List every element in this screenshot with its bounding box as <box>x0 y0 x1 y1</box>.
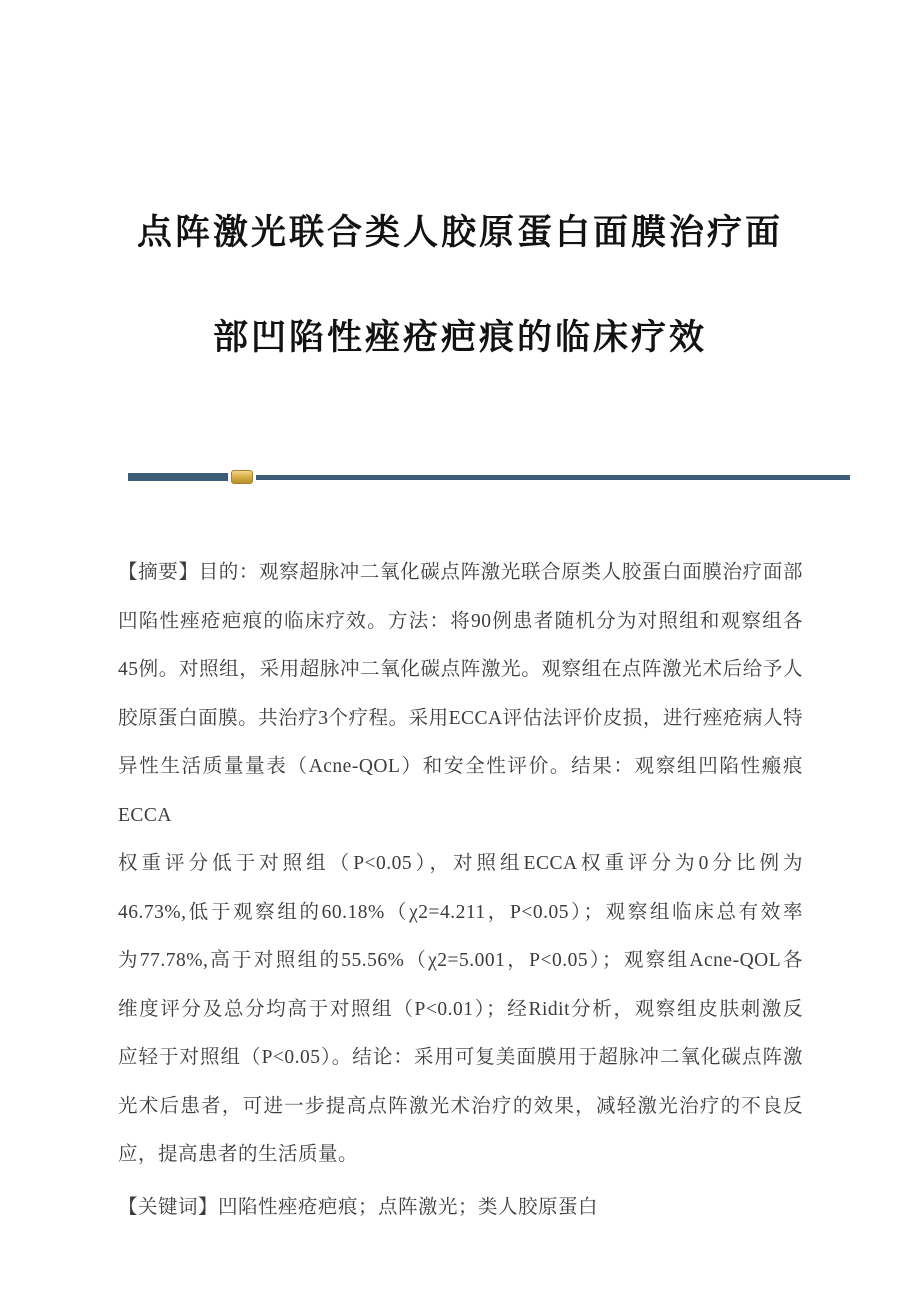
abstract-line-1: 【摘要】目的：观察超脉冲二氧化碳点阵激光联合原类人胶蛋白面膜治疗面部 <box>118 562 803 583</box>
abstract-paragraph <box>118 549 803 1180</box>
abstract-line-5: 异性生活质量量表（Acne-QOL）和安全性评价。结果：观察组凹陷性瘢痕ECCA <box>118 756 803 826</box>
abstract-line-2: 凹陷性痤疮疤痕的临床疗效。方法：将90例患者随机分为对照组和观察组各 <box>118 610 803 632</box>
title-divider <box>128 469 850 485</box>
title-line-2: 部凹陷性痤疮疤痕的临床疗效 <box>212 318 707 357</box>
abstract-line-10: 应轻于对照组（P<0.05）。结论：采用可复美面膜用于超脉冲二氧化碳点阵激 <box>118 1047 803 1068</box>
divider-ornament-icon <box>231 470 253 484</box>
keywords-line <box>118 1184 803 1233</box>
abstract-line-4: 胶原蛋白面膜。共治疗3个疗程。采用ECCA评估法评价皮损，进行痤疮病人特 <box>118 707 803 729</box>
abstract-line-8: 为77.78%,高于对照组的55.56%（χ2=5.001，P<0.05）；观察组Acne-QOL各 <box>118 950 803 971</box>
title-line-1: 点阵激光联合类人胶原蛋白面膜治疗面 <box>136 213 783 252</box>
abstract-line-9: 维度评分及总分均高于对照组（P<0.01）；经Ridit分析，观察组皮肤刺激反 <box>118 998 803 1020</box>
abstract-line-6: 权重评分低于对照组（P<0.05），对照组ECCA权重评分为0分比例为 <box>118 853 803 874</box>
abstract-line-12: 应，提高患者的生活质量。 <box>118 1144 359 1165</box>
abstract-line-7: 46.73%,低于观察组的60.18%（χ2=4.211，P<0.05）；观察组临床总有效率 <box>118 901 803 923</box>
document-title <box>0 0 920 365</box>
divider-bar-left <box>128 473 228 481</box>
abstract-line-11: 光术后患者，可进一步提高点阵激光术治疗的效果，减轻激光治疗的不良反 <box>118 1095 803 1117</box>
keywords-text: 【关键词】凹陷性痤疮疤痕；点阵激光；类人胶原蛋白 <box>118 1196 599 1218</box>
divider-bar-right <box>256 475 850 480</box>
abstract-line-3: 45例。对照组，采用超脉冲二氧化碳点阵激光。观察组在点阵激光术后给予人 <box>118 659 803 680</box>
